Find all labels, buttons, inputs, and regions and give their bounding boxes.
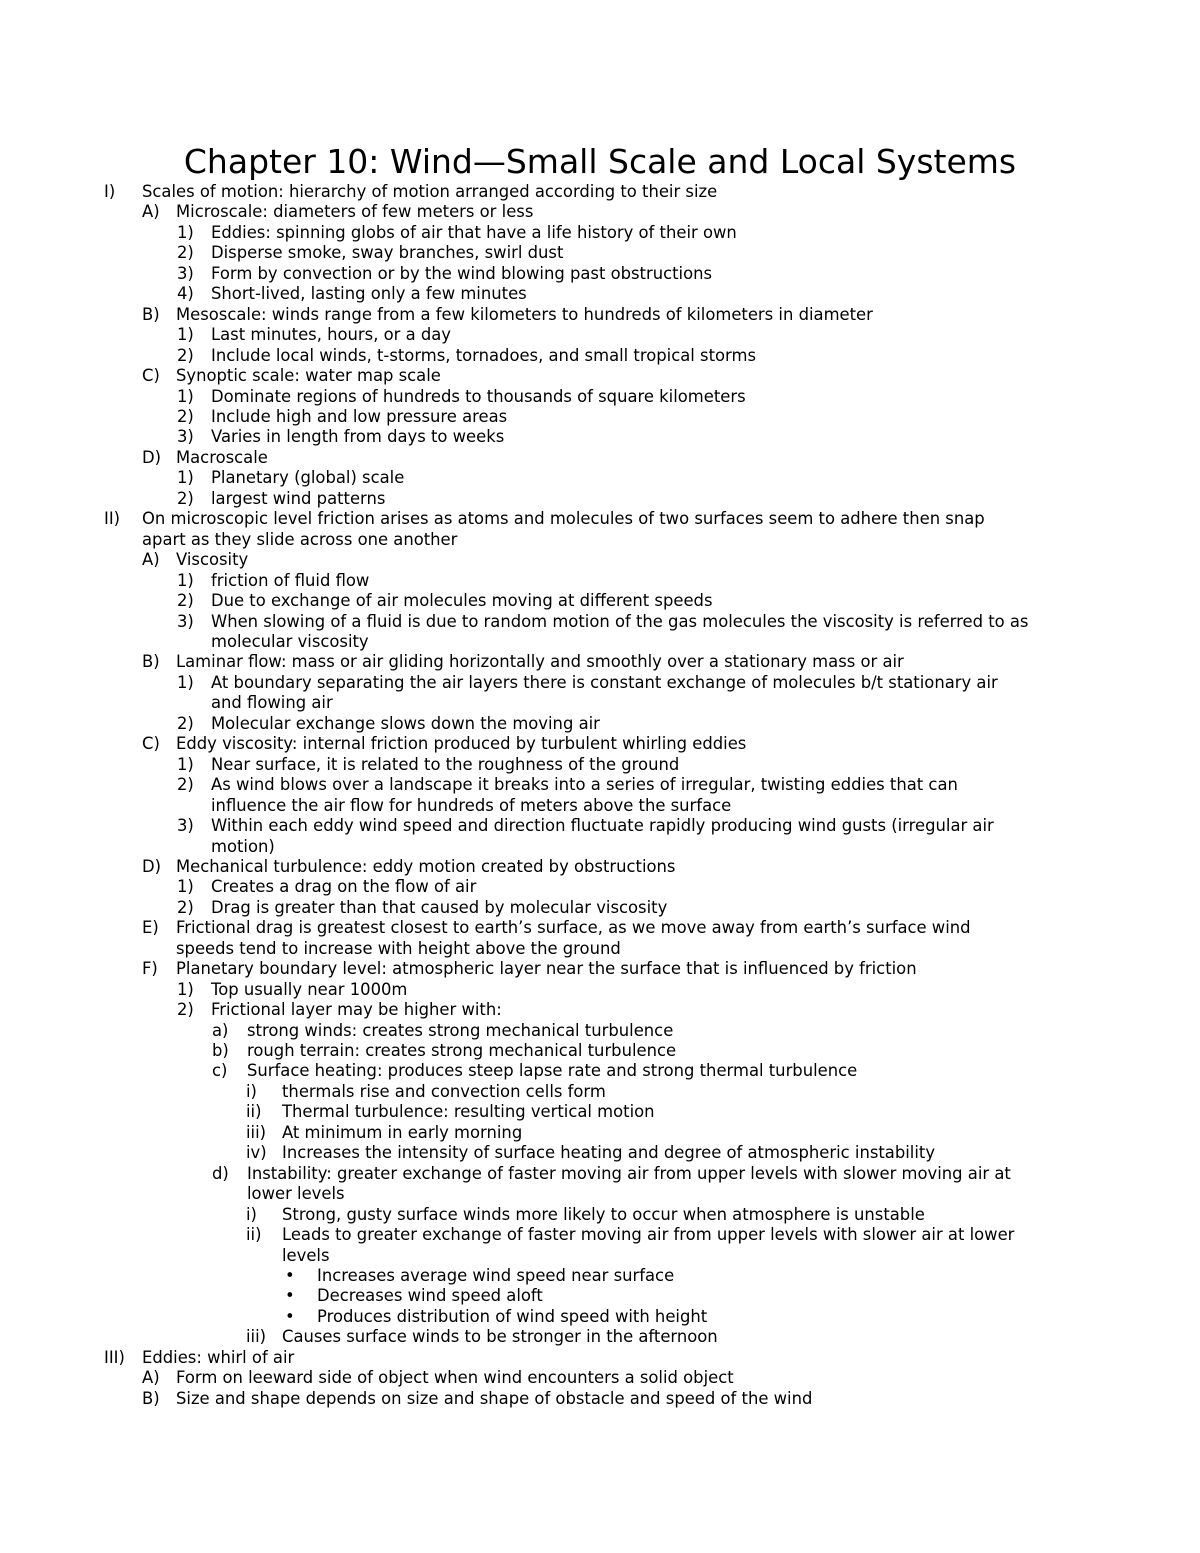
outline-text: Frictional layer may be higher with: (211, 1000, 502, 1020)
outline-marker: E) (142, 918, 159, 938)
outline-item (0, 468, 1200, 488)
outline-text: Drag is greater than that caused by molecular viscosity (211, 897, 668, 917)
outline-item (0, 182, 1200, 202)
outline-text: Synoptic scale: water map scale (176, 366, 441, 386)
outline-item (0, 1348, 1200, 1368)
outline-item (0, 325, 1200, 345)
outline-item (0, 918, 1200, 959)
outline-text: friction of fluid flow (211, 570, 370, 590)
outline-marker: D) (142, 447, 162, 467)
outline-item (0, 857, 1200, 877)
outline-item (0, 448, 1200, 468)
bullet-marker: • (285, 1266, 295, 1286)
outline-text: Eddies: spinning globs of air that have a life history of their own (211, 222, 737, 242)
outline-marker: B) (142, 304, 160, 324)
outline-text: Top usually near 1000m (211, 979, 408, 999)
outline-text: Viscosity (176, 550, 249, 570)
outline-text: Include local winds, t-storms, tornadoes, and small tropical storms (211, 345, 756, 365)
outline-text: Creates a drag on the flow of air (211, 877, 477, 897)
outline-text: Decreases wind speed aloft (317, 1286, 543, 1306)
outline-marker: 2) (177, 591, 194, 611)
outline-item (0, 1266, 1200, 1286)
outline-marker: 1) (177, 979, 194, 999)
outline-item (0, 1225, 1200, 1266)
outline-text: Microscale: diameters of few meters or less (176, 202, 534, 222)
outline-item (0, 652, 1200, 672)
outline-marker: 4) (177, 284, 194, 304)
outline-text: Planetary boundary level: atmospheric layer near the surface that is influenced by friction (176, 959, 917, 979)
outline-text: Planetary (global) scale (211, 468, 405, 488)
outline-marker: 3) (177, 263, 194, 283)
outline-text: Causes surface winds to be stronger in the afternoon (282, 1327, 718, 1347)
outline-text: Molecular exchange slows down the moving air (211, 713, 600, 733)
outline-marker: C) (142, 366, 160, 386)
outline-marker: a) (212, 1020, 229, 1040)
outline-item (0, 734, 1200, 754)
outline-text: Surface heating: produces steep lapse rate and strong thermal turbulence (247, 1061, 858, 1081)
outline-marker: ii) (246, 1102, 262, 1122)
outline-item (0, 489, 1200, 509)
outline-item (0, 1286, 1200, 1306)
outline-marker: iv) (246, 1143, 267, 1163)
outline-item (0, 346, 1200, 366)
outline-marker: 1) (177, 468, 194, 488)
outline-item (0, 387, 1200, 407)
outline-text-continued: and flowing air (211, 693, 333, 713)
outline-marker: 3) (177, 816, 194, 836)
outline-marker: B) (142, 1388, 160, 1408)
outline-marker: A) (142, 1368, 160, 1388)
outline-marker: 2) (177, 1000, 194, 1020)
outline-item (0, 202, 1200, 222)
outline-marker: 1) (177, 570, 194, 590)
outline-marker: 1) (177, 325, 194, 345)
outline-item (0, 1082, 1200, 1102)
outline-text: Mechanical turbulence: eddy motion created by obstructions (176, 856, 676, 876)
outline-text: As wind blows over a landscape it breaks into a series of irregular, twisting eddies that can (211, 775, 958, 795)
outline-marker: I) (104, 182, 116, 201)
outline-item (0, 1041, 1200, 1061)
outline-text: At boundary separating the air layers there is constant exchange of molecules b/t stationary air (211, 672, 998, 692)
outline-item (0, 509, 1200, 550)
outline-text: strong winds: creates strong mechanical turbulence (247, 1020, 674, 1040)
outline-text: Within each eddy wind speed and direction fluctuate rapidly producing wind gusts (irregular air (211, 816, 994, 836)
outline-item (0, 1123, 1200, 1143)
outline-text: Near surface, it is related to the roughness of the ground (211, 754, 680, 774)
outline-item (0, 1061, 1200, 1081)
outline-marker: D) (142, 856, 162, 876)
outline-item (0, 1389, 1200, 1409)
outline-item (0, 1000, 1200, 1020)
outline-item (0, 714, 1200, 734)
outline-item (0, 284, 1200, 304)
bullet-marker: • (285, 1306, 295, 1326)
outline-item (0, 407, 1200, 427)
outline-marker: iii) (246, 1122, 267, 1142)
outline-text: Scales of motion: hierarchy of motion arranged according to their size (142, 182, 718, 201)
outline-marker: III) (104, 1347, 125, 1367)
outline-item (0, 243, 1200, 263)
outline-text: When slowing of a fluid is due to random motion of the gas molecules the viscosity is referred to as (211, 611, 1029, 631)
outline-item (0, 366, 1200, 386)
outline-text: Eddies: whirl of air (142, 1347, 295, 1367)
outline-text: Instability: greater exchange of faster moving air from upper levels with slower moving air at (247, 1163, 1011, 1183)
outline-text: thermals rise and convection cells form (282, 1081, 606, 1101)
outline-marker: B) (142, 652, 160, 672)
outline-text: Disperse smoke, sway branches, swirl dust (211, 243, 564, 263)
outline-text: Short-lived, lasting only a few minutes (211, 284, 527, 304)
outline-item (0, 755, 1200, 775)
outline-item (0, 877, 1200, 897)
outline-item (0, 1307, 1200, 1327)
outline-text: On microscopic level friction arises as atoms and molecules of two surfaces seem to adhere then snap (142, 509, 985, 529)
outline-marker: 2) (177, 713, 194, 733)
outline-item (0, 775, 1200, 816)
outline-marker: A) (142, 550, 160, 570)
outline-text: largest wind patterns (211, 488, 386, 508)
outline-item (0, 591, 1200, 611)
outline-marker: b) (212, 1041, 229, 1061)
outline-text: Last minutes, hours, or a day (211, 325, 452, 345)
outline-item (0, 898, 1200, 918)
outline-item (0, 427, 1200, 447)
outline-text: Leads to greater exchange of faster moving air from upper levels with slower air at lower (282, 1225, 1015, 1245)
page-title: Chapter 10: Wind—Small Scale and Local Systems (183, 142, 1017, 181)
outline-text: Frictional drag is greatest closest to earth’s surface, as we move away from earth’s surface wind (176, 918, 971, 938)
outline-text: Due to exchange of air molecules moving at different speeds (211, 591, 713, 611)
outline-text: Dominate regions of hundreds to thousands of square kilometers (211, 386, 746, 406)
outline-marker: d) (212, 1163, 229, 1183)
outline-marker: i) (246, 1081, 257, 1101)
outline-text-continued: speeds tend to increase with height above the ground (176, 938, 621, 958)
outline-item (0, 550, 1200, 570)
outline-text: Strong, gusty surface winds more likely to occur when atmosphere is unstable (282, 1204, 925, 1224)
outline-item (0, 305, 1200, 325)
outline-marker: 1) (177, 877, 194, 897)
outline-marker: 1) (177, 754, 194, 774)
outline-item (0, 1327, 1200, 1347)
outline-marker: 2) (177, 243, 194, 263)
outline-item (0, 1368, 1200, 1388)
outline-item (0, 612, 1200, 653)
outline-text: Eddy viscosity: internal friction produced by turbulent whirling eddies (176, 734, 747, 754)
bullet-marker: • (285, 1286, 295, 1306)
outline-text: Include high and low pressure areas (211, 406, 508, 426)
outline-text: Form by convection or by the wind blowing past obstructions (211, 263, 713, 283)
outline-item (0, 1205, 1200, 1225)
outline-text: Form on leeward side of object when wind encounters a solid object (176, 1368, 734, 1388)
outline-marker: i) (246, 1204, 257, 1224)
outline-marker: iii) (246, 1327, 267, 1347)
outline-marker: 1) (177, 386, 194, 406)
outline-marker: 1) (177, 672, 194, 692)
outline-text-continued: influence the air flow for hundreds of meters above the surface (211, 795, 732, 815)
outline-item (0, 1102, 1200, 1122)
outline-text-continued: levels (282, 1245, 330, 1265)
outline-marker: A) (142, 202, 160, 222)
outline-text: Increases average wind speed near surface (317, 1266, 675, 1286)
outline-marker: 2) (177, 897, 194, 917)
outline-item (0, 673, 1200, 714)
outline-text-continued: apart as they slide across one another (142, 529, 458, 549)
outline-marker: 1) (177, 222, 194, 242)
outline-text: Size and shape depends on size and shape of obstacle and speed of the wind (176, 1388, 813, 1408)
outline-text: Laminar flow: mass or air gliding horizontally and smoothly over a stationary mass or air (176, 652, 904, 672)
outline-list (0, 182, 1200, 1409)
outline-text: Increases the intensity of surface heating and degree of atmospheric instability (282, 1143, 936, 1163)
outline-marker: c) (212, 1061, 228, 1081)
outline-item (0, 571, 1200, 591)
outline-item (0, 959, 1200, 979)
outline-item (0, 1021, 1200, 1041)
outline-marker: F) (142, 959, 158, 979)
outline-marker: 2) (177, 488, 194, 508)
outline-text: Mesoscale: winds range from a few kilometers to hundreds of kilometers in diameter (176, 304, 873, 324)
outline-text-continued: molecular viscosity (211, 631, 369, 651)
outline-marker: 2) (177, 345, 194, 365)
outline-marker: II) (104, 509, 121, 529)
outline-item (0, 1164, 1200, 1205)
outline-text: Thermal turbulence: resulting vertical motion (282, 1102, 655, 1122)
outline-item (0, 264, 1200, 284)
outline-text: rough terrain: creates strong mechanical turbulence (247, 1041, 677, 1061)
outline-text: Produces distribution of wind speed with height (317, 1306, 708, 1326)
outline-text: At minimum in early morning (282, 1122, 523, 1142)
outline-item (0, 223, 1200, 243)
outline-marker: C) (142, 734, 160, 754)
outline-marker: ii) (246, 1225, 262, 1245)
outline-marker: 3) (177, 427, 194, 447)
outline-marker: 2) (177, 775, 194, 795)
outline-marker: 3) (177, 611, 194, 631)
outline-text-continued: lower levels (247, 1184, 345, 1204)
outline-item (0, 1143, 1200, 1163)
outline-item (0, 816, 1200, 857)
outline-text: Macroscale (176, 447, 268, 467)
outline-text-continued: motion) (211, 836, 275, 856)
outline-marker: 2) (177, 406, 194, 426)
outline-item (0, 980, 1200, 1000)
outline-text: Varies in length from days to weeks (211, 427, 505, 447)
